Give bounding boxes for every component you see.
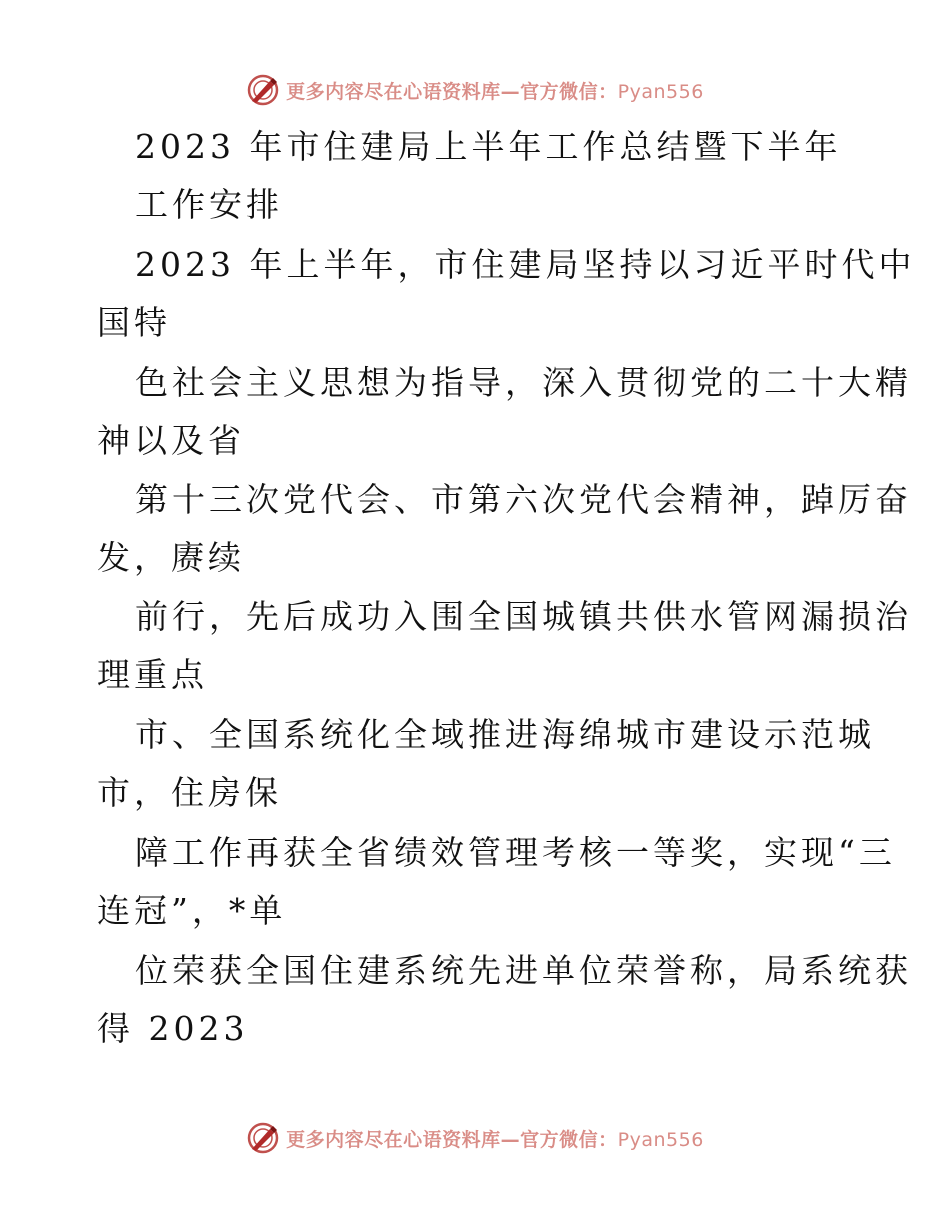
red-pen-seal-icon: [246, 73, 280, 107]
doc-line: 工作安排: [135, 185, 283, 224]
doc-line: 市，住房保: [97, 773, 282, 812]
doc-line: 位荣获全国住建系统先进单位荣誉称，局系统获: [135, 951, 912, 990]
doc-line: 2023 年市住建局上半年工作总结暨下半年: [135, 127, 842, 166]
doc-line: 得 2023: [97, 1009, 249, 1048]
doc-line: 2023 年上半年，市住建局坚持以习近平时代中: [135, 245, 916, 284]
red-pen-seal-icon: [246, 1121, 280, 1155]
header-watermark-text: [286, 77, 704, 104]
doc-line: 神以及省: [97, 421, 245, 460]
doc-line: 前行，先后成功入围全国城镇共供水管网漏损治: [135, 597, 912, 636]
doc-line: 国特: [97, 303, 171, 342]
doc-line: 连冠”，*单: [97, 891, 287, 930]
doc-line: 色社会主义思想为指导，深入贯彻党的二十大精: [135, 363, 912, 402]
footer-watermark: [0, 1118, 950, 1158]
doc-line: 市、全国系统化全域推进海绵城市建设示范城: [135, 715, 875, 754]
footer-watermark-id: Pyan556: [617, 1128, 704, 1151]
doc-line: 第十三次党代会、市第六次党代会精神，踔厉奋: [135, 480, 912, 519]
footer-watermark-text: [286, 1125, 704, 1152]
header-watermark-id: Pyan556: [617, 80, 704, 103]
doc-line: 发，赓续: [97, 538, 245, 577]
header-watermark-label: 更多内容尽在心语资料库—官方微信：: [286, 80, 618, 103]
doc-line: 障工作再获全省绩效管理考核一等奖，实现“三: [135, 833, 896, 872]
header-watermark: [0, 70, 950, 110]
doc-line: 理重点: [97, 655, 208, 694]
footer-watermark-label: 更多内容尽在心语资料库—官方微信：: [286, 1128, 618, 1151]
